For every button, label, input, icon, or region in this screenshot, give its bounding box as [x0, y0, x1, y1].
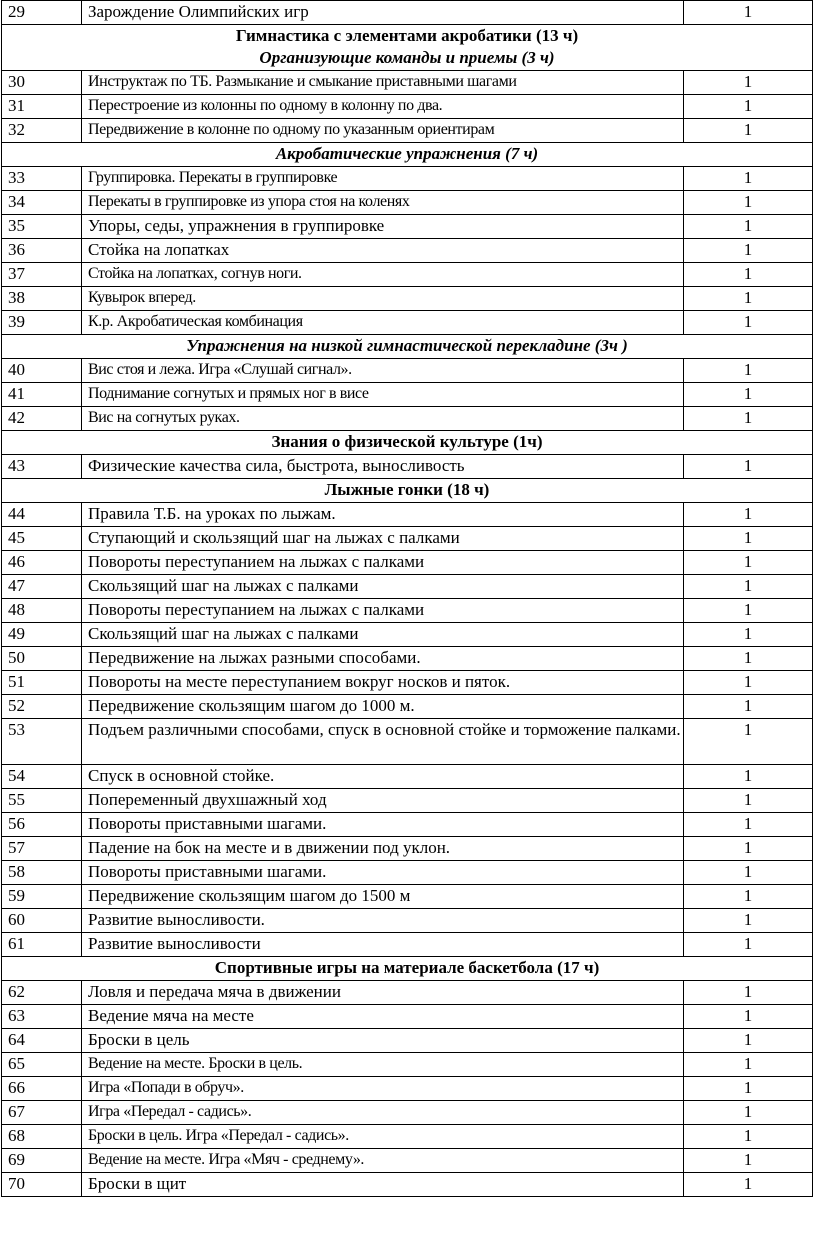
lesson-topic: Вис на согнутых руках.: [82, 407, 684, 431]
lesson-hours: 1: [684, 861, 813, 885]
lesson-number: 54: [2, 765, 82, 789]
lesson-hours: 1: [684, 1005, 813, 1029]
lesson-number: 35: [2, 215, 82, 239]
lesson-row: [2, 813, 813, 837]
lesson-hours: 1: [684, 455, 813, 479]
lesson-hours: 1: [684, 503, 813, 527]
lesson-topic: Скользящий шаг на лыжах с палками: [82, 575, 684, 599]
lesson-hours: 1: [684, 599, 813, 623]
lesson-number: 51: [2, 671, 82, 695]
section-cell: [2, 957, 813, 981]
lesson-hours: 1: [684, 167, 813, 191]
lesson-hours: 1: [684, 1149, 813, 1173]
lesson-number: 52: [2, 695, 82, 719]
lesson-number: 53: [2, 719, 82, 765]
lesson-number: 49: [2, 623, 82, 647]
section-title: Упражнения на низкой гимнастической перекладине (3ч ): [186, 336, 628, 355]
lesson-row: [2, 1125, 813, 1149]
lesson-topic: Перекаты в группировке из упора стоя на коленях: [82, 191, 684, 215]
lesson-number: 46: [2, 551, 82, 575]
section-title: Гимнастика с элементами акробатики (13 ч): [235, 26, 579, 45]
lesson-hours: 1: [684, 311, 813, 335]
lesson-row: [2, 71, 813, 95]
lesson-number: 69: [2, 1149, 82, 1173]
lesson-hours: 1: [684, 813, 813, 837]
lesson-hours: 1: [684, 885, 813, 909]
lesson-number: 47: [2, 575, 82, 599]
lesson-topic: Падение на бок на месте и в движении под уклон.: [82, 837, 684, 861]
lesson-hours: 1: [684, 1101, 813, 1125]
lesson-topic: Вис стоя и лежа. Игра «Слушай сигнал».: [82, 359, 684, 383]
lesson-hours: 1: [684, 1077, 813, 1101]
lesson-hours: 1: [684, 647, 813, 671]
lesson-row: [2, 527, 813, 551]
lesson-row: [2, 1005, 813, 1029]
lesson-row: [2, 909, 813, 933]
lesson-row: [2, 1029, 813, 1053]
lesson-number: 36: [2, 239, 82, 263]
lesson-hours: 1: [684, 765, 813, 789]
lesson-hours: 1: [684, 71, 813, 95]
lesson-topic: Повороты приставными шагами.: [82, 861, 684, 885]
lesson-hours: 1: [684, 981, 813, 1005]
section-cell: [2, 335, 813, 359]
lesson-number: 48: [2, 599, 82, 623]
lesson-row: [2, 719, 813, 765]
lesson-row: [2, 1149, 813, 1173]
lesson-topic: Физические качества сила, быстрота, выносливость: [82, 455, 684, 479]
lesson-number: 63: [2, 1005, 82, 1029]
section-cell: [2, 479, 813, 503]
lesson-number: 29: [2, 1, 82, 25]
lesson-topic: Броски в цель: [82, 1029, 684, 1053]
lesson-topic: Попеременный двухшажный ход: [82, 789, 684, 813]
lesson-topic: Ведение мяча на месте: [82, 1005, 684, 1029]
lesson-row: [2, 551, 813, 575]
lesson-number: 58: [2, 861, 82, 885]
lesson-hours: 1: [684, 1029, 813, 1053]
lesson-hours: 1: [684, 671, 813, 695]
section-title: Спортивные игры на материале баскетбола (17 ч): [214, 958, 600, 977]
section-header-row: [2, 25, 813, 71]
lesson-row: [2, 287, 813, 311]
lesson-number: 39: [2, 311, 82, 335]
lesson-row: [2, 455, 813, 479]
lesson-number: 31: [2, 95, 82, 119]
lesson-number: 42: [2, 407, 82, 431]
lesson-number: 61: [2, 933, 82, 957]
lesson-row: [2, 1077, 813, 1101]
lesson-topic: Кувырок вперед.: [82, 287, 684, 311]
lesson-number: 34: [2, 191, 82, 215]
lesson-hours: 1: [684, 1, 813, 25]
lesson-topic: Правила Т.Б. на уроках по лыжам.: [82, 503, 684, 527]
lesson-row: [2, 167, 813, 191]
lesson-row: [2, 359, 813, 383]
lesson-topic: Развитие выносливости.: [82, 909, 684, 933]
lesson-row: [2, 407, 813, 431]
lesson-row: [2, 239, 813, 263]
lesson-row: [2, 789, 813, 813]
section-header-row: [2, 335, 813, 359]
lesson-hours: 1: [684, 1125, 813, 1149]
lesson-hours: 1: [684, 119, 813, 143]
lesson-number: 56: [2, 813, 82, 837]
lesson-number: 64: [2, 1029, 82, 1053]
lesson-row: [2, 861, 813, 885]
lesson-topic: Передвижение в колонне по одному по указанным ориентирам: [82, 119, 684, 143]
lesson-row: [2, 647, 813, 671]
lesson-hours: 1: [684, 623, 813, 647]
lesson-row: [2, 599, 813, 623]
lesson-topic: К.р. Акробатическая комбинация: [82, 311, 684, 335]
lesson-hours: 1: [684, 933, 813, 957]
lesson-topic: Скользящий шаг на лыжах с палками: [82, 623, 684, 647]
lesson-topic: Передвижение скользящим шагом до 1000 м.: [82, 695, 684, 719]
lesson-topic: Повороты на месте переступанием вокруг носков и пяток.: [82, 671, 684, 695]
lesson-row: [2, 503, 813, 527]
lesson-topic: Передвижение скользящим шагом до 1500 м: [82, 885, 684, 909]
lesson-number: 37: [2, 263, 82, 287]
lesson-number: 44: [2, 503, 82, 527]
lesson-hours: 1: [684, 719, 813, 765]
section-header-row: [2, 479, 813, 503]
lesson-row: [2, 981, 813, 1005]
lesson-number: 41: [2, 383, 82, 407]
lesson-row: [2, 575, 813, 599]
lesson-hours: 1: [684, 789, 813, 813]
lesson-hours: 1: [684, 95, 813, 119]
lesson-hours: 1: [684, 383, 813, 407]
lesson-hours: 1: [684, 837, 813, 861]
lesson-number: 68: [2, 1125, 82, 1149]
lesson-hours: 1: [684, 695, 813, 719]
lesson-topic: Перестроение из колонны по одному в колонну по два.: [82, 95, 684, 119]
lesson-row: [2, 263, 813, 287]
section-subtitle: Организующие команды и приемы (3 ч): [259, 48, 555, 67]
section-header-row: [2, 143, 813, 167]
lesson-topic: Стойка на лопатках: [82, 239, 684, 263]
lesson-number: 33: [2, 167, 82, 191]
lesson-hours: 1: [684, 1173, 813, 1197]
lesson-row: [2, 695, 813, 719]
lesson-number: 65: [2, 1053, 82, 1077]
lesson-hours: 1: [684, 551, 813, 575]
section-header-row: [2, 957, 813, 981]
lesson-topic: Игра «Попади в обруч».: [82, 1077, 684, 1101]
lesson-topic: Упоры, седы, упражнения в группировке: [82, 215, 684, 239]
lesson-row: [2, 933, 813, 957]
lesson-plan-table: [1, 0, 813, 1197]
section-header-row: [2, 431, 813, 455]
lesson-number: 55: [2, 789, 82, 813]
lesson-row: [2, 215, 813, 239]
lesson-number: 50: [2, 647, 82, 671]
lesson-topic: Броски в цель. Игра «Передал - садись».: [82, 1125, 684, 1149]
lesson-number: 45: [2, 527, 82, 551]
lesson-hours: 1: [684, 575, 813, 599]
lesson-topic: Ведение на месте. Броски в цель.: [82, 1053, 684, 1077]
lesson-hours: 1: [684, 359, 813, 383]
lesson-number: 40: [2, 359, 82, 383]
lesson-hours: 1: [684, 191, 813, 215]
lesson-hours: 1: [684, 407, 813, 431]
lesson-hours: 1: [684, 1053, 813, 1077]
lesson-topic: Зарождение Олимпийских игр: [82, 1, 684, 25]
lesson-row: [2, 95, 813, 119]
lesson-topic: Группировка. Перекаты в группировке: [82, 167, 684, 191]
lesson-topic: Повороты переступанием на лыжах с палками: [82, 551, 684, 575]
lesson-number: 62: [2, 981, 82, 1005]
lesson-row: [2, 383, 813, 407]
lesson-number: 30: [2, 71, 82, 95]
lesson-number: 66: [2, 1077, 82, 1101]
lesson-row: [2, 1101, 813, 1125]
lesson-hours: 1: [684, 527, 813, 551]
lesson-row: [2, 623, 813, 647]
lesson-topic: Развитие выносливости: [82, 933, 684, 957]
section-title: Акробатические упражнения (7 ч): [275, 144, 539, 163]
lesson-row: [2, 311, 813, 335]
lesson-number: 60: [2, 909, 82, 933]
lesson-number: 70: [2, 1173, 82, 1197]
lesson-number: 38: [2, 287, 82, 311]
lesson-topic: Поднимание согнутых и прямых ног в висе: [82, 383, 684, 407]
lesson-hours: 1: [684, 215, 813, 239]
section-cell: [2, 25, 813, 71]
lesson-topic: Повороты переступанием на лыжах с палками: [82, 599, 684, 623]
lesson-hours: 1: [684, 239, 813, 263]
lesson-number: 59: [2, 885, 82, 909]
section-title: Лыжные гонки (18 ч): [324, 480, 490, 499]
lesson-row: [2, 191, 813, 215]
lesson-row: [2, 1053, 813, 1077]
lesson-row: [2, 671, 813, 695]
lesson-number: 67: [2, 1101, 82, 1125]
lesson-hours: 1: [684, 909, 813, 933]
lesson-row: [2, 1, 813, 25]
lesson-row: [2, 119, 813, 143]
section-title: Знания о физической культуре (1ч): [271, 432, 543, 451]
lesson-topic: Инструктаж по ТБ. Размыкание и смыкание приставными шагами: [82, 71, 684, 95]
lesson-number: 32: [2, 119, 82, 143]
lesson-topic: Стойка на лопатках, согнув ноги.: [82, 263, 684, 287]
lesson-number: 57: [2, 837, 82, 861]
lesson-hours: 1: [684, 287, 813, 311]
section-cell: [2, 431, 813, 455]
lesson-topic: Ступающий и скользящий шаг на лыжах с палками: [82, 527, 684, 551]
lesson-hours: 1: [684, 263, 813, 287]
lesson-plan-body: [2, 1, 813, 1197]
lesson-topic: Ведение на месте. Игра «Мяч - среднему».: [82, 1149, 684, 1173]
lesson-topic: Повороты приставными шагами.: [82, 813, 684, 837]
section-cell: [2, 143, 813, 167]
lesson-row: [2, 1173, 813, 1197]
lesson-topic: Спуск в основной стойке.: [82, 765, 684, 789]
lesson-topic: Игра «Передал - садись».: [82, 1101, 684, 1125]
lesson-number: 43: [2, 455, 82, 479]
lesson-topic: Подъем различными способами, спуск в основной стойке и торможение палками.: [82, 719, 684, 765]
lesson-row: [2, 837, 813, 861]
lesson-topic: Передвижение на лыжах разными способами.: [82, 647, 684, 671]
lesson-topic: Броски в щит: [82, 1173, 684, 1197]
lesson-row: [2, 885, 813, 909]
lesson-topic: Ловля и передача мяча в движении: [82, 981, 684, 1005]
lesson-row: [2, 765, 813, 789]
